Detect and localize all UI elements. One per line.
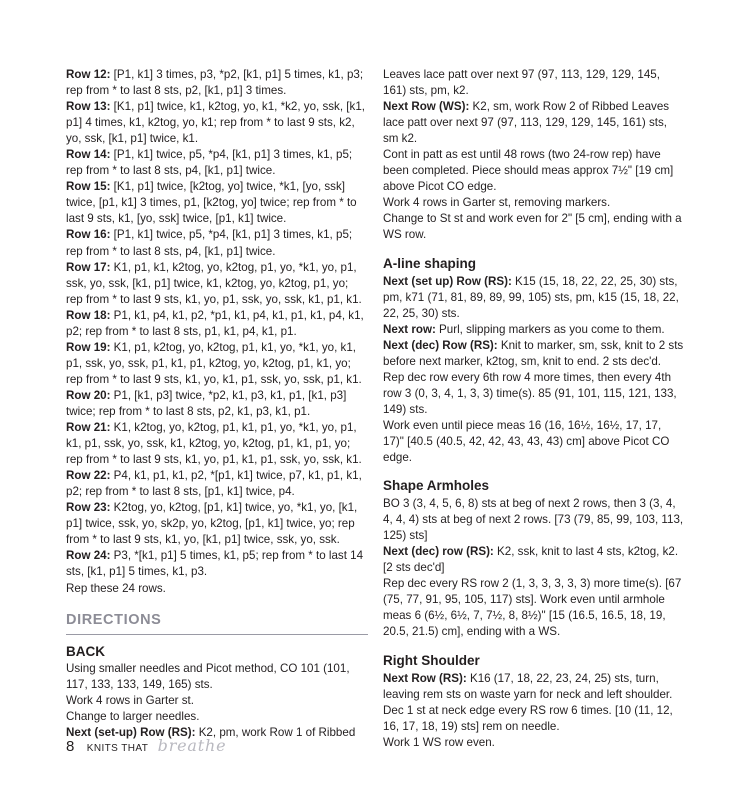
pattern-row-label: Row 20: — [66, 388, 111, 402]
pattern-row-text: [K1, p1] twice, [k2tog, yo] twice, *k1, [yo, ssk] twice, [p1, k1] 3 times, p1, [k2tog, yo] twice; rep from * to last 9 sts, k1, [yo, ssk] twice, [p1, k1] twice. — [66, 180, 357, 226]
shoulder-ws-row: Work 1 WS row even. — [383, 735, 495, 749]
pattern-row-label: Row 17: — [66, 260, 111, 274]
pattern-rows — [66, 67, 368, 581]
shoulder-row-text: K16 (17, 18, 22, 23, 24, 25) sts, turn, leaving rem sts on waste yarn for neck and left shoulder. — [383, 671, 673, 701]
pattern-row-label: Row 16: — [66, 228, 111, 242]
pattern-row — [66, 227, 368, 259]
cont-patt: Cont in patt as est until 48 rows (two 24-row rep) have been completed. Piece should meas approx 7½" [19 cm] above Picot CO edge. — [383, 148, 674, 194]
pattern-row — [66, 179, 368, 227]
pattern-row — [66, 468, 368, 500]
pattern-row-label: Row 24: — [66, 549, 111, 563]
aline-heading: A-line shaping — [383, 255, 477, 271]
armholes-dec-text: K2, ssk, knit to last 4 sts, k2tog, k2. [2 sts dec'd] — [383, 545, 679, 575]
leaves-continuation: Leaves lace patt over next 97 (97, 113, 129, 129, 145, 161) sts, pm, k2. — [383, 68, 660, 98]
pattern-row-text: K2tog, yo, k2tog, [p1, k1] twice, yo, *k1, yo, [k1, p1] twice, ssk, yo, sk2p, yo, k2tog, [p1, k1] twice, yo; rep from * to last 9 sts, k1, yo, [k1, p1] twice, ssk, yo, ssk. — [66, 501, 358, 547]
garter-rows: Work 4 rows in Garter st, removing markers. — [383, 196, 611, 210]
page-number: 8 — [66, 738, 75, 755]
back-setup-label: Next (set-up) Row (RS): — [66, 725, 196, 739]
shoulder-next-row — [383, 671, 685, 703]
shoulder-row-label: Next Row (RS): — [383, 671, 467, 685]
ws-row-label: Next Row (WS): — [383, 100, 470, 114]
back-cast-on: Using smaller needles and Picot method, CO 101 (101, 117, 133, 133, 149, 165) sts. — [66, 661, 350, 691]
pattern-row-text: P1, k1, p4, k1, p2, *p1, k1, p4, k1, p1, k1, p4, k1, p2; rep from * to last 8 sts, p1, k1, p4, k1, p1. — [66, 308, 364, 338]
page-footer — [66, 736, 226, 760]
pattern-row-text: K1, p1, k2tog, yo, k2tog, p1, k1, yo, *k1, yo, k1, p1, ssk, yo, ssk, p1, k1, p1, k2tog, yo, k2tog, p1, k1, yo; rep from * to last 9 sts, k1, yo, k1, p1, ssk, yo, ssk, p1, k1. — [66, 340, 362, 386]
pattern-row — [66, 308, 368, 340]
pattern-row-label: Row 12: — [66, 68, 111, 81]
pattern-row — [66, 548, 368, 580]
aline-next-text: Purl, slipping markers as you come to them. — [435, 322, 665, 336]
back-heading: BACK — [66, 643, 105, 659]
pattern-row — [66, 99, 368, 147]
pattern-row — [66, 147, 368, 179]
pattern-row-label: Row 22: — [66, 469, 111, 483]
aline-next-row — [383, 322, 685, 338]
pattern-row-text: K1, p1, k1, k2tog, yo, k2tog, p1, yo, *k1, yo, p1, ssk, yo, ssk, [k1, p1] twice, k1, k2tog, yo, k2tog, p1, yo; rep from * to last 9 sts, k1, yo, p1, ssk, yo, ssk, k1, p1, k1. — [66, 260, 362, 306]
directions-heading: DIRECTIONS — [66, 611, 162, 628]
repeat-note: Rep these 24 rows. — [66, 581, 166, 595]
aline-next-label: Next row: — [383, 322, 436, 336]
right-column — [383, 67, 685, 751]
left-column — [66, 67, 368, 741]
ws-row-text: K2, sm, work Row 2 of Ribbed Leaves lace patt over next 97 (97, 113, 129, 129, 145, 161) sts, sm k2. — [383, 100, 670, 146]
armholes-heading: Shape Armholes — [383, 478, 490, 494]
aline-rep-dec: Rep dec row every 6th row 4 more times, then every 4th row 3 (0, 3, 4, 1, 3, 3) time(s). 85 (91, 101, 115, 121, 133, 149) sts. — [383, 370, 677, 416]
pattern-row-label: Row 23: — [66, 501, 111, 515]
pattern-row-text: P3, *[k1, p1] 5 times, k1, p5; rep from * to last 14 sts, [k1, p1] 5 times, k1, p3. — [66, 549, 364, 579]
shoulder-heading: Right Shoulder — [383, 652, 480, 668]
armholes-bind-off: BO 3 (3, 4, 5, 6, 8) sts at beg of next 2 rows, then 3 (3, 4, 4, 4, 4) sts at beg of next 2 rows. [73 (79, 85, 99, 103, 113, 125) sts] — [383, 497, 684, 543]
back-garter: Work 4 rows in Garter st. — [66, 693, 194, 707]
st-st-change: Change to St st and work even for 2" [5 cm], ending with a WS row. — [383, 212, 682, 242]
pattern-row — [66, 260, 368, 308]
armholes-rep-dec: Rep dec every RS row 2 (1, 3, 3, 3, 3, 3) more time(s). [67 (75, 77, 91, 95, 105, 117) sts]. Work even until armhole meas 6 (6½, 6½, 7, 7½, 8, 8½)" [15 (16.5, 16.5, 18, 19, 20.5, 21.5) cm], ending with a WS. — [383, 577, 682, 639]
pattern-row-text: [P1, k1] 3 times, p3, *p2, [k1, p1] 5 times, k1, p3; rep from * to last 8 sts, p2, [k1, p1] 3 times. — [66, 68, 364, 98]
pattern-row — [66, 67, 368, 99]
pattern-row-label: Row 15: — [66, 180, 111, 194]
back-setup-text: K2, pm, work Row 1 of Ribbed — [195, 725, 356, 739]
ws-row — [383, 99, 685, 147]
back-needles: Change to larger needles. — [66, 709, 200, 723]
pattern-row — [66, 340, 368, 388]
pattern-row-label: Row 14: — [66, 148, 111, 162]
pattern-row-text: [P1, k1] twice, p5, *p4, [k1, p1] 3 times, k1, p5; rep from * to last 8 sts, p4, [k1, p1] twice. — [66, 148, 353, 178]
aline-work-even: Work even until piece meas 16 (16, 16½, 16½, 17, 17, 17)" [40.5 (40.5, 42, 42, 43, 43, 43) cm] above Picot CO edge. — [383, 418, 670, 465]
pattern-row — [66, 500, 368, 548]
book-title-script: breathe — [157, 736, 227, 755]
aline-setup-row — [383, 274, 685, 322]
shoulder-dec: Dec 1 st at neck edge every RS row 6 times. [10 (11, 12, 16, 17, 18, 19) sts] rem on needle. — [383, 703, 673, 733]
armholes-dec-label: Next (dec) row (RS): — [383, 545, 494, 559]
pattern-row-label: Row 19: — [66, 340, 111, 354]
pattern-row — [66, 420, 368, 468]
directions-rule — [66, 634, 368, 635]
pattern-row — [66, 388, 368, 420]
pattern-row-label: Row 21: — [66, 421, 111, 435]
directions-section — [66, 611, 368, 741]
book-title: KNITS THAT — [86, 743, 149, 754]
pattern-row-text: K1, k2tog, yo, k2tog, p1, k1, p1, yo, *k1, yo, p1, k1, p1, ssk, yo, ssk, k1, k2tog, yo, k2tog, p1, k1, p1, yo; rep from * to last 9 sts, k1, yo, p1, k1, p1, ssk, yo, ssk, k1. — [66, 421, 362, 467]
pattern-row-text: P4, k1, p1, k1, p2, *[p1, k1] twice, p7, k1, p1, k1, p2; rep from * to last 8 sts, [p1, k1] twice, p4. — [66, 469, 362, 499]
aline-dec-text: Knit to marker, sm, ssk, knit to 2 sts before next marker, k2tog, sm, knit to end. 2 sts dec'd. — [383, 338, 684, 368]
pattern-row-label: Row 18: — [66, 308, 111, 322]
aline-setup-text: K15 (15, 18, 22, 22, 25, 30) sts, pm, k71 (71, 81, 89, 89, 99, 105) sts, pm, k15 (15, 18, 22, 22, 25, 30) sts. — [383, 274, 679, 320]
pattern-row-text: [P1, k1] twice, p5, *p4, [k1, p1] 3 times, k1, p5; rep from * to last 8 sts, p4, [k1, p1] twice. — [66, 228, 353, 258]
pattern-row-label: Row 13: — [66, 100, 111, 114]
aline-dec-row — [383, 338, 685, 370]
pattern-row-text: P1, [k1, p3] twice, *p2, k1, p3, k1, p1, [k1, p3] twice; rep from * to last 8 sts, p2, k1, p3, k1, p1. — [66, 388, 347, 418]
aline-setup-label: Next (set up) Row (RS): — [383, 274, 512, 288]
pattern-row-text: [K1, p1] twice, k1, k2tog, yo, k1, *k2, yo, ssk, [k1, p1] 4 times, k1, k2tog, yo, k1; rep from * to last 9 sts, k2, yo, ssk, [k1, p1] twice, k1. — [66, 100, 365, 146]
armholes-dec-row — [383, 544, 685, 576]
aline-dec-label: Next (dec) Row (RS): — [383, 338, 498, 352]
